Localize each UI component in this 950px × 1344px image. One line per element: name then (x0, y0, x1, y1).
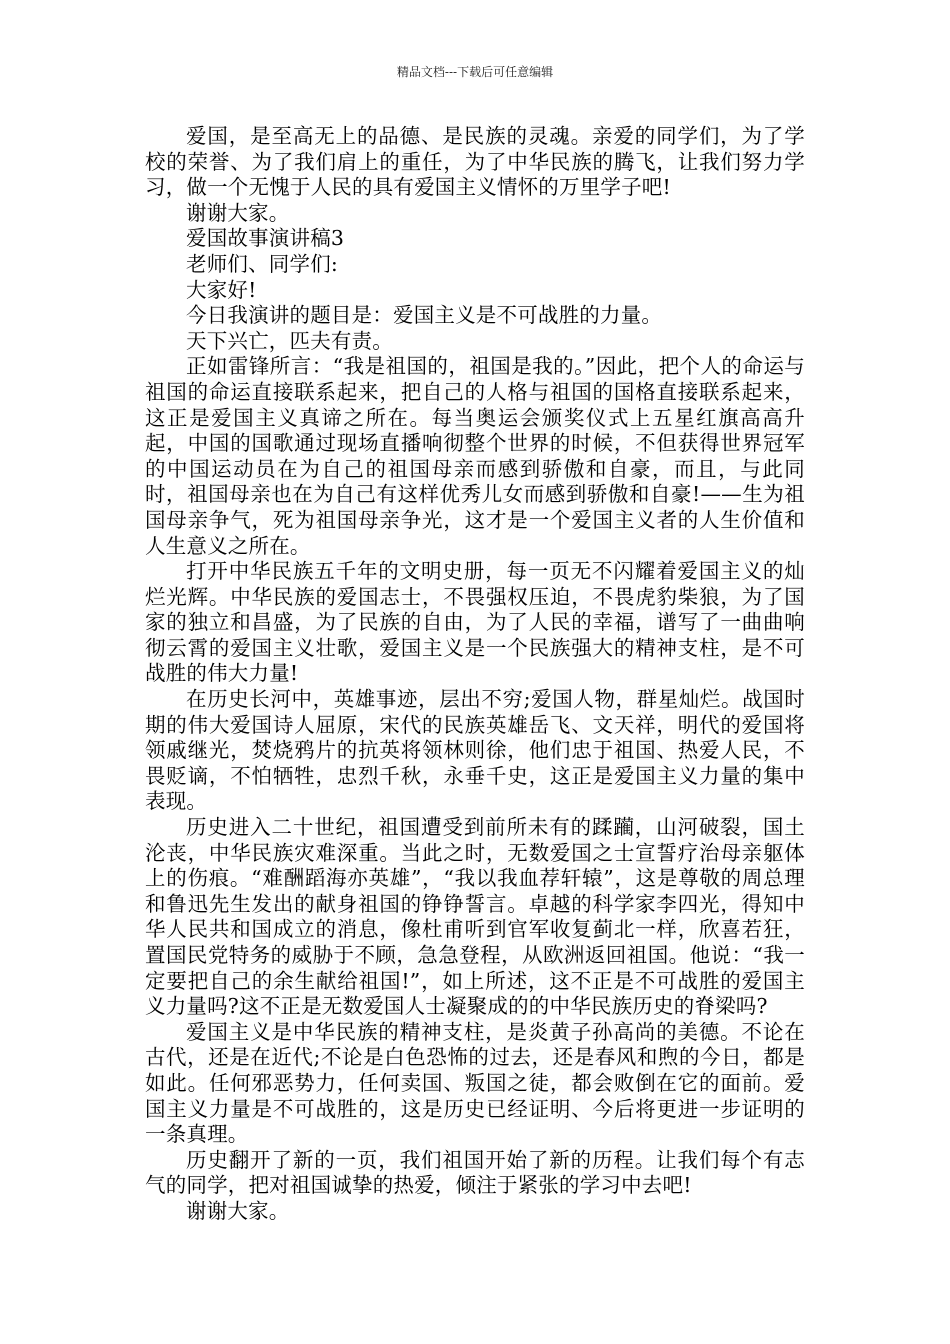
paragraph: 爱国，是至高无上的品德、是民族的灵魂。亲爱的同学们，为了学校的荣誉、为了我们肩上的重任，为了中华民族的腾飞，让我们努力学习，做一个无愧于人民的具有爱国主义情怀的万里学子吧! (145, 124, 805, 200)
paragraph: 在历史长河中，英雄事迹，层出不穷;爱国人物，群星灿烂。战国时期的伟大爱国诗人屈原，宋代的民族英雄岳飞、文天祥，明代的爱国将领戚继光，焚烧鸦片的抗英将领林则徐，他们忠于祖国、热爱人民，不畏贬谪，不怕牺牲，忠烈千秋，永垂千史，这正是爱国主义力量的集中表现。 (145, 687, 805, 814)
paragraph: 天下兴亡，匹夫有责。 (186, 328, 393, 353)
paragraph: 正如雷锋所言：“我是祖国的，祖国是我的。”因此，把个人的命运与祖国的命运直接联系起来，把自己的人格与祖国的国格直接联系起来，这正是爱国主义真谛之所在。每当奥运会颁奖仪式上五星红旗高高升起，中国的国歌通过现场直播响彻整个世界的时候，不但获得世界冠军的中国运动员在为自己的祖国母亲而感到骄傲和自豪，而且，与此同时，祖国母亲也在为自己有这样优秀儿女而感到骄傲和自豪!——生为祖国母亲争气，死为祖国母亲争光，这才是一个爱国主义者的人生价值和人生意义之所在。 (145, 354, 805, 558)
paragraph: 今日我演讲的题目是：爱国主义是不可战胜的力量。 (186, 303, 663, 328)
paragraph: 历史翻开了新的一页，我们祖国开始了新的历程。让我们每个有志气的同学，把对祖国诚挚的热爱，倾注于紧张的学习中去吧! (145, 1147, 805, 1198)
paragraph: 谢谢大家。 (186, 200, 290, 225)
paragraph: 打开中华民族五千年的文明史册，每一页无不闪耀着爱国主义的灿烂光辉。中华民族的爱国志士，不畏强权压迫，不畏虎豹柴狼，为了国家的独立和昌盛，为了民族的自由，为了人民的幸福，谱写了一曲曲响彻云霄的爱国主义壮歌，爱国主义是一个民族强大的精神支柱，是不可战胜的伟大力量! (145, 559, 805, 686)
paragraph: 历史进入二十世纪，祖国遭受到前所未有的蹂躏，山河破裂，国土沦丧，中华民族灾难深重。当此之时，无数爱国之士宣誓疗治母亲躯体上的伤痕。“难酬蹈海亦英雄”，“我以我血荐轩辕”，这是尊敬的周总理和鲁迅先生发出的献身祖国的铮铮誓言。卓越的科学家李四光，得知中华人民共和国成立的消息，像杜甫听到官军收复蓟北一样，欣喜若狂，置国民党特务的威胁于不顾，急急登程，从欧洲返回祖国。他说：“我一定要把自己的余生献给祖国!”，如上所述，这不正是不可战胜的爱国主义力量吗?这不正是无数爱国人士凝聚成的的中华民族历史的脊梁吗? (145, 815, 805, 1019)
document-body (145, 124, 805, 1225)
paragraph: 大家好! (186, 277, 257, 302)
paragraph: 老师们、同学们: (186, 251, 339, 276)
paragraph: 谢谢大家。 (186, 1198, 290, 1223)
page-header: 精品文档---下载后可任意编辑 (396, 65, 554, 79)
paragraph: 爱国主义是中华民族的精神支柱，是炎黄子孙高尚的美德。不论在古代，还是在近代;不论是白色恐怖的过去，还是春风和煦的今日，都是如此。任何邪恶势力，任何卖国、叛国之徒，都会败倒在它的面前。爱国主义力量是不可战胜的，这是历史已经证明、今后将更进一步证明的一条真理。 (145, 1019, 805, 1147)
speech-title: 爱国故事演讲稿3 (186, 226, 345, 251)
